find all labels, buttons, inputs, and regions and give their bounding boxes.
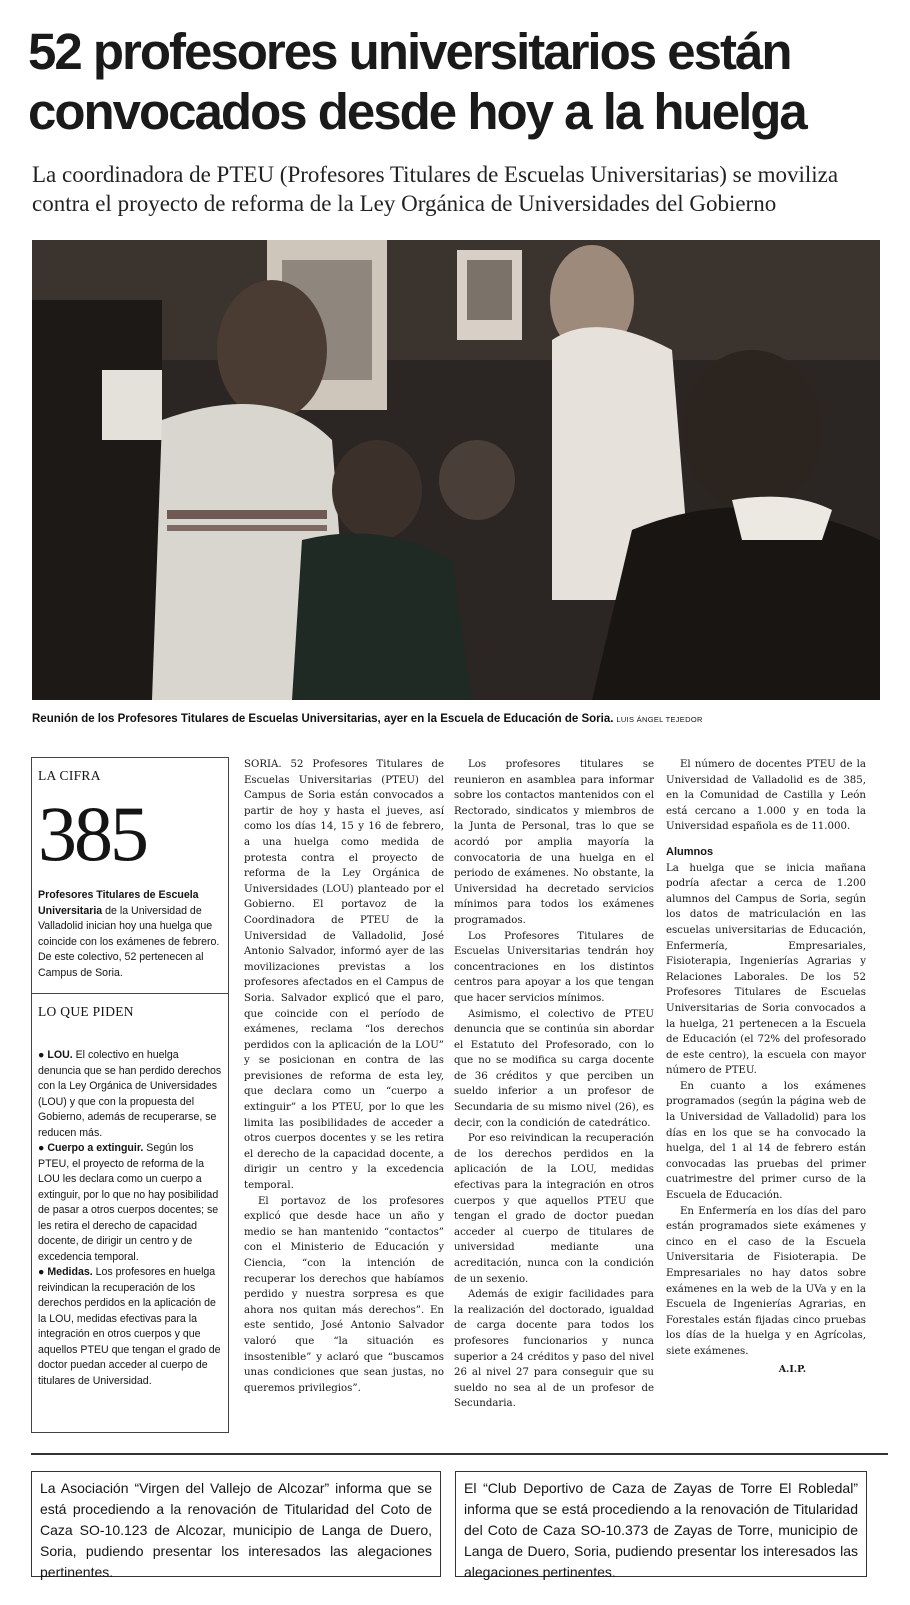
photo-caption <box>32 713 892 725</box>
author-signature: A.I.P. <box>778 1363 806 1375</box>
cifra-label: LA CIFRA <box>38 768 101 783</box>
bullet-icon: ● <box>38 1142 45 1154</box>
headline: 52 profesores universitarios están convocados desde hoy a la huelga <box>28 23 806 140</box>
sidebar-box <box>31 757 229 1433</box>
paragraph: Los Profesores Titulares de Escuelas Universitarias tendrán hoy concentraciones en los distintos centros para apoyar a los que tengan que hacer servicios mínimos. <box>454 930 654 1004</box>
article-column-3 <box>666 757 866 1377</box>
item-text: Según los PTEU, el proyecto de reforma de la LOU les declara como un cuerpo a extinguir, por lo que no hay posibilidad de pasar a otros cuerpos docentes; se les retira el derecho de capacidad docente, de dirigir un centro y de excedencia temporal. <box>38 1142 219 1263</box>
classified-ads <box>31 1453 888 1603</box>
paragraph: El portavoz de los profesores explicó que desde hace un año y medio se han mantenido “contactos” con el Ministerio de Educación y Ciencia, “con la intención de recuperar los derechos que habíamos perdido y nuestra sorpresa es que ahora nos quitan más derechos”. En este sentido, José Antonio Salvador valoró que “la situación es insostenible” y aclaró que “buscamos unas condiciones que sean justas, no queremos privilegios”. <box>244 1195 444 1394</box>
paragraph: SORIA. 52 Profesores Titulares de Escuelas Universitarias (PTEU) del Campus de Soria están convocados a partir de hoy y hasta el jueves, así como los días 14, 15 y 16 de febrero, a una huelga como medida de protesta contra el proyecto de reforma de la Ley Orgánica de Universidades (LOU) planteado por el Gobierno. El portavoz de la Coordinadora de PTEU de la Universidad de Valladolid, José Antonio Salvador, informó ayer de las movilizaciones previstas a los profesores afectados en el Campus de Soria. Salvador explicó que el paro, que coincide con el período de exámenes, reclama “los derechos perdidos con la aplicación de la LOU” y se posicionan en contra de las previsiones de reforma de esta ley, que declara como un “cuerpo a extinguir” a los PTEU, por lo que les limita las posibilidades de acceder a otros cuerpos docentes y se les retira el derecho de la capacidad docente, a dirigir un centro y la excedencia temporal. <box>244 759 444 1192</box>
cifra-text: de la Universidad de Valladolid inician hoy una huelga que coincide con los exámenes de febrero. De este colectivo, 52 pertenecen al Campus de Soria. <box>38 904 220 979</box>
section-subhead: Alumnos <box>666 845 714 858</box>
sidebar-divider <box>32 993 228 994</box>
item-title: LOU. <box>47 1049 73 1061</box>
piden-item <box>38 1141 222 1265</box>
bullet-icon: ● <box>38 1049 45 1061</box>
cifra-bold: Profesores Titulares de Escuela Universitaria <box>38 889 199 917</box>
paragraph: El número de docentes PTEU de la Universidad de Valladolid es de 385, en la Comunidad de Castilla y León está cercano a 1.000 y en toda la Universidad española es de 11.000. <box>666 759 866 833</box>
article-column-1 <box>244 757 444 1396</box>
meeting-photo-image <box>32 240 880 700</box>
piden-label: LO QUE PIDEN <box>38 1004 134 1019</box>
piden-item <box>38 1265 222 1389</box>
paragraph: En cuanto a los exámenes programados (según la página web de la Universidad de Valladolid) para los días en los que se ha convocado la huelga, del 1 al 14 de febrero están convocadas las pruebas del primer cuatrimestre del primer curso de la Escuela de Educación. <box>666 1080 866 1202</box>
subheadline: La coordinadora de PTEU (Profesores Titulares de Escuelas Universitarias) se moviliza contra el proyecto de reforma de la Ley Orgánica de Universidades del Gobierno <box>32 162 839 216</box>
article-column-2 <box>454 757 654 1412</box>
cifra-description <box>38 888 222 981</box>
paragraph: Por eso reivindican la recuperación de los derechos perdidos en la aplicación de la LOU, medidas efectivas para la integración en otros cuerpos y que aquellos PTEU que tengan el grado de doctor puedan acceder al cuerpo de titulares de universidad mediante una acreditación, nunca con la condición de un sexenio. <box>454 1133 654 1285</box>
paragraph: Además de exigir facilidades para la realización del doctorado, igualdad de carga docente para todos los profesores funcionarios y nunca superior a 24 créditos y paso del nivel 26 al nivel 27 para conseguir que su sueldo no sea al de un profesor de Secundaria. <box>454 1289 654 1410</box>
photo-credit: LUIS ÁNGEL TEJEDOR <box>616 715 703 724</box>
piden-item <box>38 1048 222 1141</box>
ad-right: El “Club Deportivo de Caza de Zayas de Torre El Robledal” informa que se está procediendo a la renovación de Titularidad del Coto de Caza SO-10.373 de Zayas de Torre, municipio de Langa de Duero, Soria, pudiendo presentar los interesados las alegaciones pertinentes. <box>455 1471 867 1577</box>
caption-text: Reunión de los Profesores Titulares de Escuelas Universitarias, ayer en la Escuela de Educación de Soria. <box>32 713 614 725</box>
paragraph: Los profesores titulares se reunieron en asamblea para informar sobre los contactos mantenidos con el Rectorado, sindicatos y miembros de la Junta de Personal, tras lo que se acordó por amplia mayoría la convocatoria de una huelga en el periodo de exámenes. No obstante, la Universidad ha decretado servicios mínimos para todos los exámenes programados. <box>454 759 654 926</box>
paragraph: La huelga que se inicia mañana podría afectar a cerca de 1.200 alumnos del Campus de Soria, según los datos de matriculación en las escuelas universitarias de Educación, Enfermería, Empresariales, Fisioterapia, Ingenierías Agrarias y Relaciones Laborales. De los 52 Profesores Titulares de Escuelas Universitarias de Soria convocados a la huelga, 21 pertenecen a la Escuela de Educación (el 72% del profesorado de este centro), la escuela con mayor número de PTEU. <box>666 862 866 1077</box>
paragraph: Asimismo, el colectivo de PTEU denuncia que se continúa sin abordar el Estatuto del Profesorado, con lo que no se modifica su carga docente de 36 créditos y que perciben un sueldo inferior a un profesor de Secundaria de su mismo nivel (26), es decir, con la condición de catedrático. <box>454 1008 654 1129</box>
item-title: Medidas. <box>47 1266 93 1278</box>
cifra-number: 385 <box>38 790 146 877</box>
item-text: El colectivo en huelga denuncia que se han perdido derechos con la Ley Orgánica de Universidades (LOU) y que con la propuesta del Gobierno, además de recuperarse, se reducen más. <box>38 1049 222 1139</box>
item-text: Los profesores en huelga reivindican la recuperación de los derechos perdidos en la aplicación de la LOU, medidas efectivas para la integración en otros cuerpos y que aquellos PTEU que tengan el grado de doctor puedan acceder al cuerpo de titulares de Universidad. <box>38 1266 221 1387</box>
item-title: Cuerpo a extinguir. <box>47 1142 144 1154</box>
news-photo <box>32 240 880 700</box>
paragraph: En Enfermería en los días del paro están programados siete exámenes y cinco en el caso de la Escuela Universitaria de Fisioterapia. De Empresariales no hay datos sobre exámenes en la web de la UVa y en la Escuela de Ingenierías Agrarias, en Forestales están fijadas cinco pruebas los días de la huelga y en Agrícolas, siete exámenes. <box>666 1205 866 1357</box>
ad-left: La Asociación “Virgen del Vallejo de Alcozar” informa que se está procediendo a la renovación de Titularidad del Coto de Caza SO-10.123 de Alcozar, municipio de Langa de Duero, Soria, pudiendo presentar los interesados las alegaciones pertinentes. <box>31 1471 441 1577</box>
bullet-icon: ● <box>38 1266 45 1278</box>
